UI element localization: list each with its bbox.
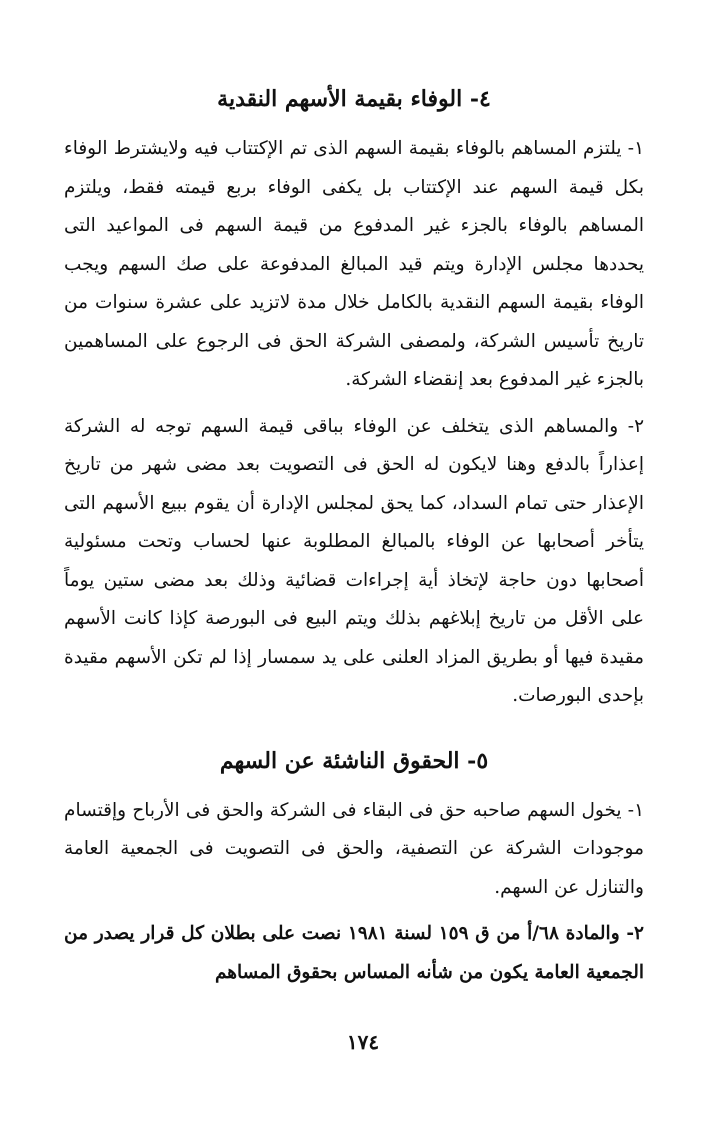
section-4-paragraph-2: ٢- والمساهم الذى يتخلف عن الوفاء بباقى قيمة السهم توجه له الشركة إعذاراً بالدفع وهنا لايكون له الحق فى التصويت بعد مضى شهر من تاريخ الإعذار حتى تمام السداد، كما يحق لمجلس الإدارة أن يقوم ببيع الأسهم التى يتأخر أصحابها عن الوفاء بالمبالغ المطلوبة عنها لحساب وتحت مسئولية أصحابها دون حاجة لإتخاذ أية إجراءات قضائية وذلك بعد مضى ستين يوماً على الأقل من تاريخ إبلاغهم بذلك ويتم البيع فى البورصة كإذا كانت الأسهم مقيدة فيها أو بطريق المزاد العلنى على يد سمسار إذا لم تكن الأسهم مقيدة بإحدى البورصات.: [64, 415, 644, 706]
section-5-title: ٥- الحقوق الناشئة عن السهم: [219, 747, 489, 774]
section-5-paragraph-1: ١- يخول السهم صاحبه حق فى البقاء فى الشركة والحق فى الأرباح وإقتسام موجودات الشركة عن التصفية، والحق فى التصويت فى الجمعية العامة والتنازل عن السهم.: [64, 799, 644, 898]
section-5-paragraph-2: ٢- والمادة ٦٨/أ من ق ١٥٩ لسنة ١٩٨١ نصت على بطلان كل قرار يصدر من الجمعية العامة يكون من شأنه المساس بحقوق المساهم: [64, 923, 644, 983]
page-number: ١٧٤: [346, 1030, 380, 1054]
section-4-title: ٤- الوفاء بقيمة الأسهم النقدية: [217, 86, 491, 112]
section-4-paragraph-1: ١- يلتزم المساهم بالوفاء بقيمة السهم الذى تم الإكتتاب فيه ولايشترط الوفاء بكل قيمة السهم عند الإكتتاب بل يكفى الوفاء بربع قيمته فقط، ويلتزم المساهم بالوفاء بالجزء غير المدفوع من قيمة السهم فى المواعيد التى يحددها مجلس الإدارة ويتم قيد المبالغ المدفوعة على صك السهم ويجب الوفاء بقيمة السهم النقدية بالكامل خلال مدة لاتزيد على عشرة سنوات من تاريخ تأسيس الشركة، ولمصفى الشركة الحق فى الرجوع على المساهمين بالجزء غير المدفوع بعد إنقضاء الشركة.: [64, 138, 644, 390]
